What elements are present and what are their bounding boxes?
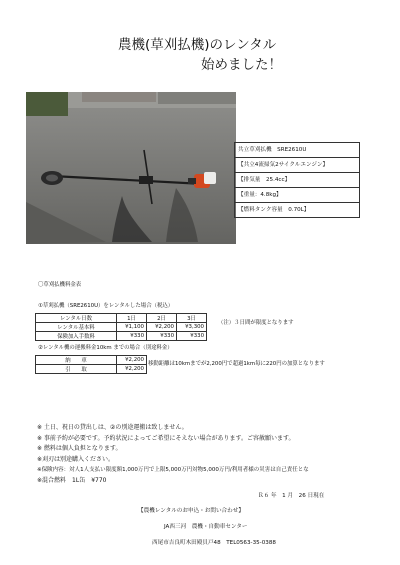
fee-cell: ¥3,300 [177, 323, 207, 332]
list-item: ※保険内容：対人1人支払い限度額1,000万円で上限5,000万円対物5,000万円/利用者様の災害は自己責任とな [37, 467, 309, 473]
fee-header-3day: 3日 [177, 314, 207, 323]
fee-heading: 〇草刈払機料金表 [38, 282, 82, 288]
fee-table-header-row [36, 314, 207, 323]
fee-note-1: （注）３日間が限度となります [218, 320, 294, 326]
spec-model: 共立草刈払機 SRE2610U [234, 142, 360, 158]
notes-list [37, 423, 309, 486]
table-row [36, 332, 207, 341]
fee-header-days: レンタル日数 [36, 314, 117, 323]
fee-row-label: レンタル基本料 [36, 323, 117, 332]
list-item: ※刈刃は別途購入ください。 [37, 455, 115, 463]
fee-header-1day: 1日 [117, 314, 147, 323]
brush-cutter-photo-illustration [26, 92, 236, 244]
fee-cell: ¥330 [117, 332, 147, 341]
page-title-line1: 農機(草刈払機)のレンタル [118, 37, 277, 53]
list-item: ※ 土日、祝日の貸出しは、②の別途運搬は致しません。 [37, 424, 188, 431]
fee-note-2: 移動距離は10kmまでが2,200円で超過1km毎に220円の加算となります [148, 361, 325, 367]
fee-table [35, 313, 207, 341]
footer-org: JA西三河 農機・自動車センター [164, 524, 248, 530]
fee-cell: ¥2,200 [147, 323, 177, 332]
fee-row-label: 保険加入手数料 [36, 332, 117, 341]
delivery-table [35, 355, 147, 374]
delivery-value: ¥2,200 [117, 365, 147, 374]
spec-box [234, 142, 360, 218]
table-row [36, 356, 147, 365]
page-title-line2: 始めました！ [201, 57, 282, 73]
table-row [36, 323, 207, 332]
table-row [36, 365, 147, 374]
delivery-label: 引 取 [36, 365, 117, 374]
fee-cell: ¥1,100 [117, 323, 147, 332]
list-item: ※ 事前予約が必要です。予約状況によってご希望にそえない場合があります。ご容赦願います。 [37, 434, 295, 442]
spec-weight: 【重量：4.8kg】 [234, 188, 360, 203]
fee-section-2: ②レンタル機の運搬料金10km までの場合（別途料金） [38, 345, 173, 351]
spec-fuel-tank: 【燃料タンク容量 0.70L】 [234, 203, 360, 218]
footer-date: Ｒ６ 年 1 月 26 日現在 [258, 493, 325, 499]
list-item: ※混合燃料 1L缶 ¥770 [37, 476, 107, 484]
footer-address: 西尾市吉良町木田殿貝戸48 TEL0563-35-0388 [152, 540, 276, 546]
fee-cell: ¥330 [177, 332, 207, 341]
fee-header-2day: 2日 [147, 314, 177, 323]
spec-engine: 【共立4流掃気2サイクルエンジン】 [234, 158, 360, 173]
fee-section-1: ①草刈払機（SRE2610U）をレンタルした場合（税込） [38, 303, 174, 309]
list-item: ※ 燃料は個人負担となります。 [37, 445, 122, 452]
spec-displacement: 【排気量 25.4cc】 [234, 173, 360, 188]
brush-cutter-photo [26, 92, 236, 244]
footer-inquiry: 【農機レンタルのお申込・お問い合わせ】 [138, 508, 244, 514]
fee-cell: ¥330 [147, 332, 177, 341]
delivery-value: ¥2,200 [117, 356, 147, 365]
delivery-label: 納 車 [36, 356, 117, 365]
